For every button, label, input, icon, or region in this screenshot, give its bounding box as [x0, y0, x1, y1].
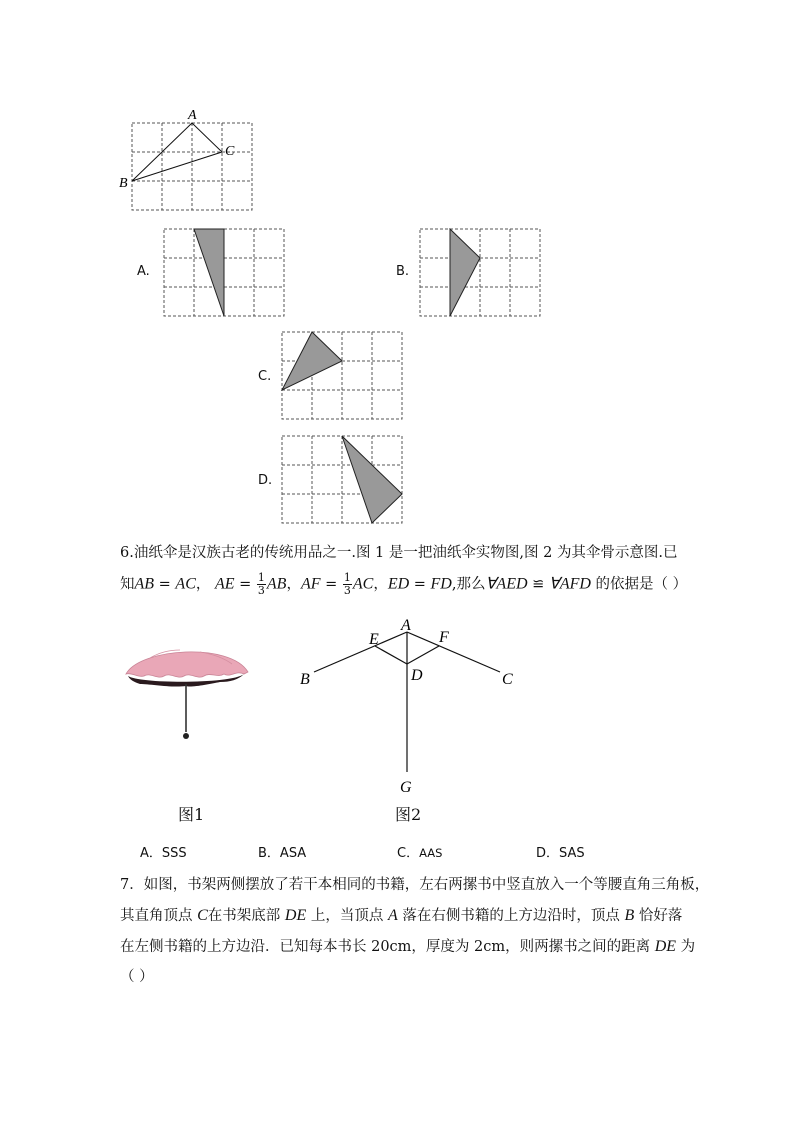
option-b-grid [419, 228, 543, 318]
umbrella-photo [120, 640, 255, 750]
option-d-grid [281, 435, 405, 525]
q7-line3: 在左侧书籍的上方边沿．已知每本书长 20cm，厚度为 2cm，则两摞书之间的距离 DE 为 [120, 938, 696, 955]
fraction-one-third: $\frac{1}{3}$ [257, 571, 265, 597]
umbrella-canopy [126, 652, 248, 677]
q7-line4: （ ） [120, 969, 154, 985]
q6-eq: = [320, 576, 342, 593]
q6-congruent: ≌ [527, 576, 549, 593]
umbrella-handle [183, 733, 189, 739]
point-b-label: B [300, 671, 310, 688]
q6-comma: ， [373, 576, 388, 593]
choice-b[interactable]: B．ASA [258, 846, 307, 861]
figure2-caption: 图2 [395, 805, 422, 824]
q6-seg-ab: AB [266, 575, 287, 593]
point-e-label: E [369, 631, 379, 648]
q6-seg-af: AF [300, 575, 321, 593]
q6-seg-ac: AC [175, 575, 196, 593]
choice-a[interactable]: A．SSS [140, 846, 187, 861]
q6-eq: = [234, 576, 256, 593]
rib-ac [407, 632, 500, 672]
option-a-label: A. [137, 264, 150, 279]
option-d-label: D. [258, 473, 273, 488]
q6-text: 的依据是（ ） [590, 576, 688, 593]
point-d-label: D [411, 667, 423, 684]
q6-text: 知 [120, 576, 135, 593]
point-f-label: F [439, 629, 449, 646]
fraction-one-third: $\frac{1}{3}$ [343, 571, 351, 597]
option-c-label: C. [258, 369, 272, 384]
point-c-label: C [502, 671, 513, 688]
option-d-triangle [342, 436, 402, 523]
q6-triangle-aed: ∀AED [485, 575, 528, 593]
point-a-label: A [401, 617, 411, 634]
q6-line1: 6.油纸伞是汉族古老的传统用品之一.图 1 是一把油纸伞实物图,图 2 为其伞骨示意图.已 [120, 545, 678, 561]
figure1-caption: 图1 [178, 805, 205, 824]
rib-ab [314, 632, 407, 672]
choice-d[interactable]: D．SAS [536, 846, 585, 861]
grid-lines [132, 123, 252, 210]
option-b-label: B. [396, 264, 410, 279]
option-c-triangle [282, 332, 342, 390]
q6-triangle-afd: ∀AFD [548, 575, 591, 593]
q6-comma: ， [286, 576, 301, 593]
option-a-grid [163, 228, 287, 318]
strut-fd [407, 646, 439, 664]
q6-seg-ab: AB [134, 575, 155, 593]
option-a-triangle [194, 229, 224, 316]
q6-seg-ac: AC [352, 575, 374, 593]
q6-seg-ae: AE [214, 575, 235, 593]
q6-eq: = [409, 576, 431, 593]
q7-line2: 其直角顶点 C在书架底部 DE 上，当顶点 A 落在右侧书籍的上方边沿时，顶点 B 恰好落 [120, 907, 683, 924]
top-grid-figure [115, 105, 260, 215]
q7-line1: 7．如图，书架两侧摆放了若干本相同的书籍，左右两摞书中竖直放入一个等腰直角三角板， [120, 877, 710, 893]
q6-line2 [120, 572, 687, 597]
choice-c[interactable]: C．AAS [397, 846, 443, 861]
q6-text: ,那么 [451, 576, 486, 593]
q6-eq: = [154, 576, 176, 593]
point-b-label: B [119, 176, 128, 191]
q6-comma: ， [195, 576, 215, 593]
point-c-label: C [225, 144, 235, 159]
point-g-label: G [400, 779, 412, 796]
umbrella-frame-diagram [296, 612, 526, 797]
option-b-triangle [450, 229, 480, 316]
q6-seg-ed: ED [387, 575, 410, 593]
point-a-label: A [188, 108, 197, 123]
strut-ed [375, 646, 407, 664]
q6-seg-fd: FD [430, 575, 452, 593]
option-c-grid [281, 331, 405, 421]
